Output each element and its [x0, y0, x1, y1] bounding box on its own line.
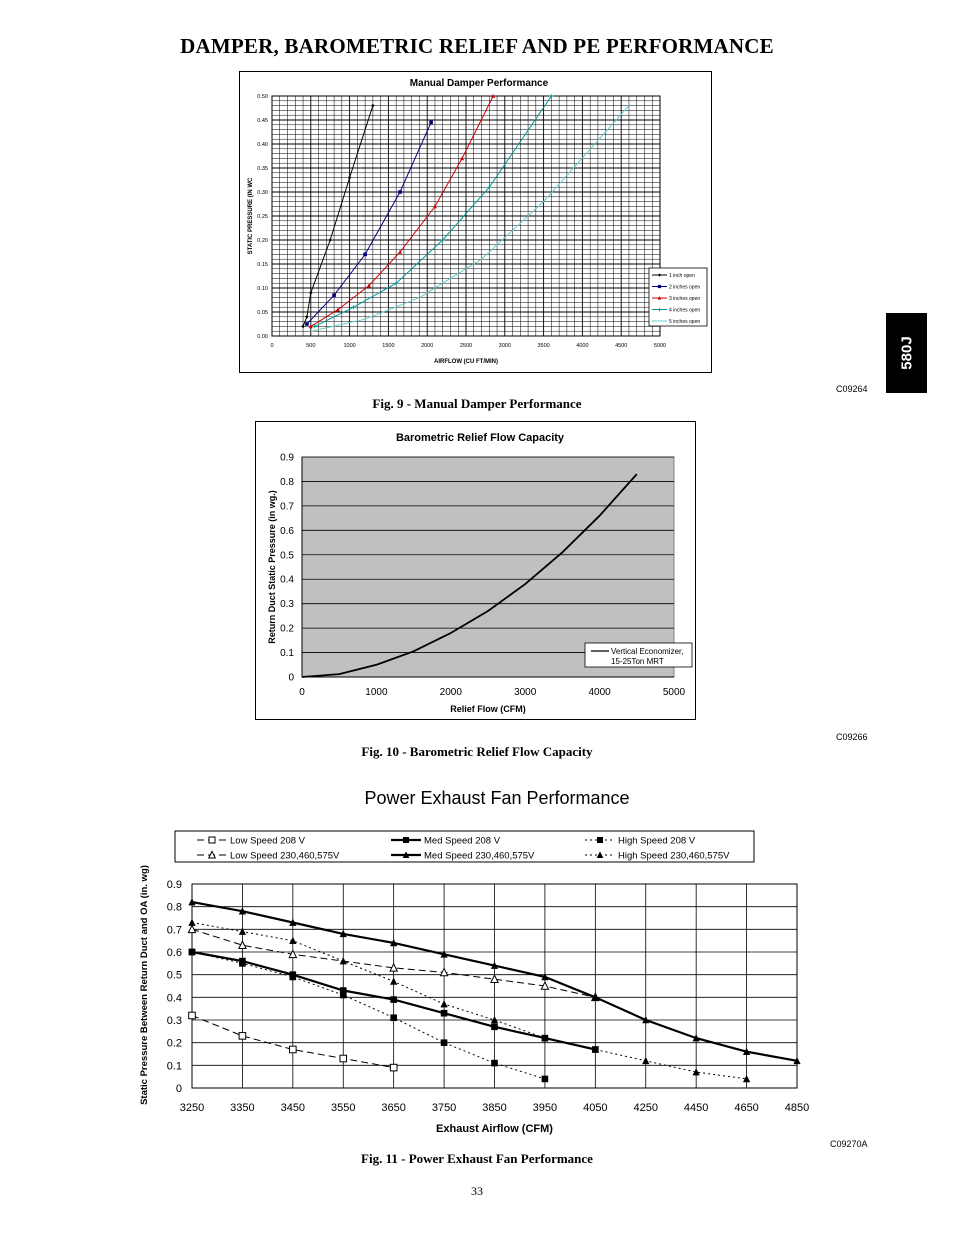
legend-label: 4 inches open — [669, 307, 701, 314]
y-tick-label: 0 — [175, 1083, 182, 1095]
x-tick-label: 3250 — [179, 1102, 205, 1114]
data-point — [398, 190, 402, 194]
series-line — [192, 923, 747, 1079]
legend-label: High Speed 208 V — [618, 835, 696, 847]
data-point — [491, 1024, 498, 1031]
legend-label: 1 inch open — [669, 273, 695, 279]
data-point — [390, 978, 397, 985]
data-point — [340, 1055, 347, 1062]
data-point — [642, 1057, 649, 1064]
y-tick-label: 0.35 — [257, 166, 268, 172]
manual-damper-chart — [239, 71, 712, 373]
y-tick-label: 0.50 — [257, 94, 268, 100]
figure-code-11: C09270A — [830, 1139, 868, 1149]
y-tick-label: 0.4 — [166, 992, 182, 1005]
y-tick-label: 0.4 — [280, 574, 294, 586]
data-point — [440, 1000, 447, 1007]
data-point — [290, 974, 297, 981]
data-point — [542, 1076, 549, 1083]
figure-caption-11: Fig. 11 - Power Exhaust Fan Performance — [361, 1151, 593, 1166]
data-point — [363, 253, 367, 257]
data-point — [332, 293, 336, 297]
y-tick-label: 0.40 — [257, 142, 268, 148]
y-tick-label: 0.1 — [280, 648, 294, 660]
legend-label: 2 inches open — [669, 284, 701, 291]
y-tick-label: 0.6 — [166, 947, 182, 959]
legend-label: Low Speed 208 V — [230, 835, 306, 847]
data-point — [441, 1010, 448, 1017]
y-tick-label: 0.7 — [280, 501, 294, 513]
y-axis-label: Return Duct Static Pressure (in wg.) — [267, 490, 277, 644]
x-tick-label: 2500 — [459, 343, 473, 349]
x-tick-label: 3450 — [280, 1102, 306, 1114]
y-tick-label: 0.1 — [166, 1060, 182, 1073]
x-tick-label: 3650 — [381, 1102, 406, 1114]
x-tick-label: 4500 — [615, 343, 628, 349]
data-point — [491, 1060, 498, 1067]
x-tick-label: 3950 — [532, 1102, 558, 1114]
x-tick-label: 2000 — [421, 343, 434, 349]
x-tick-label: 500 — [306, 343, 316, 349]
y-tick-label: 0.45 — [257, 118, 268, 124]
data-point — [189, 1012, 196, 1019]
data-point — [188, 919, 195, 926]
legend-label-line2: 15-25Ton MRT — [611, 657, 664, 666]
x-axis-label: Relief Flow (CFM) — [450, 704, 526, 714]
x-tick-label: 3000 — [514, 687, 537, 698]
data-point — [239, 960, 246, 967]
chart-title: Power Exhaust Fan Performance — [364, 788, 630, 808]
data-point — [441, 1039, 448, 1046]
x-tick-label: 1000 — [365, 687, 388, 698]
x-tick-label: 4250 — [633, 1102, 658, 1114]
x-tick-label: 2000 — [439, 687, 462, 698]
y-tick-label: 0.15 — [257, 262, 268, 268]
y-tick-label: 0.10 — [257, 286, 268, 292]
data-point — [189, 949, 196, 956]
chart-title: Barometric Relief Flow Capacity — [395, 432, 565, 444]
x-tick-label: 0 — [299, 687, 305, 698]
x-tick-label: 3750 — [431, 1102, 457, 1114]
y-tick-label: 0 — [288, 672, 294, 684]
legend-label: 5 inches open — [669, 319, 701, 325]
y-tick-label: 0.5 — [280, 550, 294, 562]
data-point — [290, 1046, 297, 1053]
chart-title: Manual Damper Performance — [409, 78, 549, 89]
y-tick-label: 0.3 — [280, 599, 294, 611]
y-tick-label: 0.7 — [166, 924, 182, 937]
x-axis-label: AIRFLOW (CU FT/MIN) — [434, 359, 498, 365]
y-tick-label: 0.25 — [257, 214, 268, 220]
x-tick-label: 4450 — [683, 1102, 709, 1114]
legend-marker — [209, 837, 215, 843]
x-tick-label: 3500 — [537, 343, 550, 349]
figure-code-9: C09264 — [836, 384, 868, 394]
legend-label: Med Speed 208 V — [424, 835, 501, 847]
data-point — [390, 996, 397, 1003]
figure-caption-10: Fig. 10 - Barometric Relief Flow Capacity — [361, 744, 593, 759]
figure-code-10: C09266 — [836, 732, 868, 742]
y-axis-label: Static Pressure Between Return Duct and OA (in. wg) — [139, 865, 150, 1105]
figure-caption-9: Fig. 9 - Manual Damper Performance — [372, 396, 582, 411]
y-tick-label: 0.9 — [280, 452, 294, 464]
data-point — [390, 1014, 397, 1021]
y-tick-label: 0.05 — [257, 310, 268, 316]
legend-marker — [658, 285, 661, 288]
x-tick-label: 4650 — [734, 1102, 759, 1114]
y-tick-label: 0.2 — [166, 1037, 182, 1050]
y-tick-label: 0.9 — [166, 879, 182, 891]
x-tick-label: 4050 — [583, 1102, 608, 1114]
barometric-relief-chart — [255, 421, 696, 720]
x-tick-label: 1000 — [343, 343, 356, 349]
data-point — [390, 1064, 397, 1071]
data-point — [289, 937, 296, 944]
data-point — [340, 992, 347, 999]
y-tick-label: 0.30 — [257, 190, 268, 196]
power-exhaust-chart — [0, 780, 954, 1140]
side-tab-label: 580J — [898, 336, 915, 370]
y-axis-label: STATIC PRESSURE (IN WC — [248, 177, 254, 255]
data-point — [239, 928, 246, 935]
legend-label: High Speed 230,460,575V — [618, 850, 730, 862]
data-point — [239, 1033, 246, 1040]
x-tick-label: 0 — [270, 343, 274, 349]
x-tick-label: 4000 — [588, 687, 611, 698]
y-tick-label: 0.2 — [280, 623, 294, 635]
y-tick-label: 0.8 — [280, 476, 294, 488]
x-tick-label: 5000 — [662, 687, 686, 698]
legend-label: Low Speed 230,460,575V — [230, 850, 340, 862]
page-number: 33 — [471, 1184, 483, 1198]
x-tick-label: 4850 — [784, 1102, 810, 1114]
x-tick-label: 4000 — [576, 343, 589, 349]
data-point — [340, 957, 347, 964]
legend-label: Med Speed 230,460,575V — [424, 850, 535, 862]
page-title: DAMPER, BAROMETRIC RELIEF AND PE PERFORMANCE — [180, 34, 774, 58]
data-point — [429, 121, 433, 125]
y-tick-label: 0.3 — [166, 1015, 182, 1027]
y-tick-label: 0.20 — [257, 238, 268, 244]
legend-label: 3 inches open — [669, 296, 701, 302]
y-tick-label: 0.6 — [280, 525, 294, 537]
y-tick-label: 0.8 — [166, 901, 182, 914]
y-tick-label: 0.00 — [257, 334, 268, 340]
side-tab — [886, 313, 927, 393]
x-tick-label: 1500 — [382, 343, 395, 349]
x-axis-label: Exhaust Airflow (CFM) — [436, 1123, 553, 1135]
x-tick-label: 5000 — [653, 343, 667, 349]
data-point — [491, 975, 498, 982]
legend-marker — [403, 837, 409, 843]
x-tick-label: 3850 — [482, 1102, 507, 1114]
legend-label: Vertical Economizer, — [611, 647, 684, 656]
data-point — [305, 322, 309, 326]
legend-marker — [597, 837, 603, 843]
y-tick-label: 0.5 — [166, 969, 182, 982]
x-tick-label: 3000 — [498, 343, 511, 349]
x-tick-label: 3350 — [230, 1102, 255, 1114]
x-tick-label: 3550 — [331, 1102, 356, 1114]
